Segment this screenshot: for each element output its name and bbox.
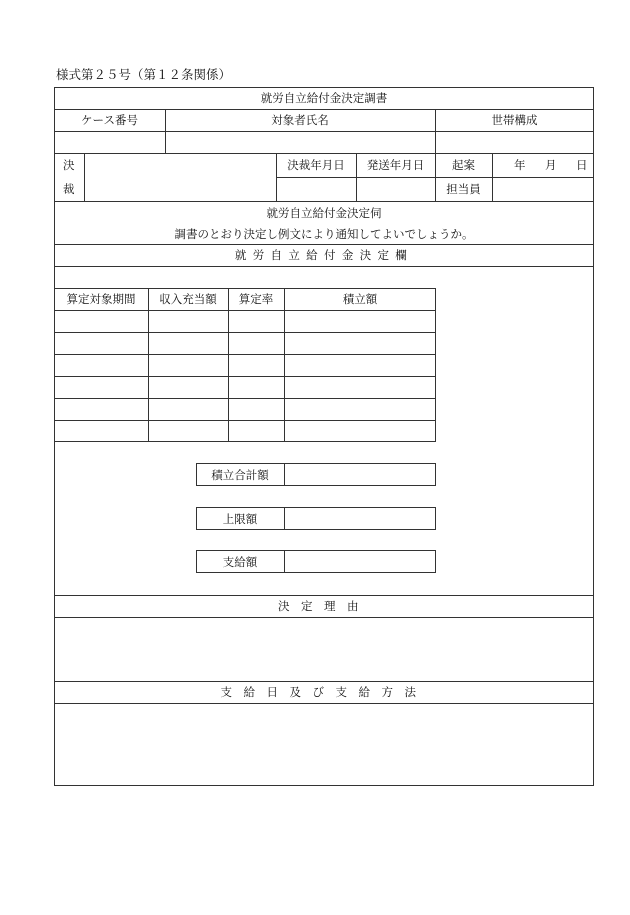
calc-table bbox=[54, 288, 436, 442]
case-no-label: ケース番号 bbox=[81, 113, 138, 127]
calc-table-row-line bbox=[54, 332, 436, 333]
dispatch-date-field[interactable] bbox=[357, 178, 434, 200]
hline bbox=[54, 266, 594, 267]
calc-table-col-line bbox=[284, 288, 285, 442]
calc-table-col-line bbox=[148, 288, 149, 442]
officer-label: 担当員 bbox=[446, 182, 481, 196]
decision-date-field[interactable] bbox=[277, 178, 355, 200]
calc-header-period: 算定対象期間 bbox=[66, 292, 136, 306]
kessai-stamp-area[interactable] bbox=[85, 154, 275, 200]
cap-field[interactable] bbox=[285, 508, 435, 529]
kessai-label-1: 決 bbox=[63, 158, 75, 172]
subject-name-label: 対象者氏名 bbox=[271, 113, 329, 127]
calc-table-row-line bbox=[54, 420, 436, 421]
calc-header-income: 収入充当額 bbox=[159, 292, 217, 306]
calc-table-row-line bbox=[54, 310, 436, 311]
kessai-label-2: 裁 bbox=[63, 182, 75, 196]
calc-table-row-line bbox=[54, 354, 436, 355]
hline bbox=[54, 201, 594, 202]
total-label: 積立合計額 bbox=[211, 467, 269, 482]
calc-table-row-line bbox=[54, 376, 436, 377]
form-title-text: 就労自立給付金決定調書 bbox=[260, 91, 388, 105]
decision-date-label: 決裁年月日 bbox=[287, 158, 345, 172]
calc-header-rate: 算定率 bbox=[238, 292, 274, 306]
calc-table-col-line bbox=[228, 288, 229, 442]
payment-method-field[interactable] bbox=[55, 704, 593, 785]
reason-field[interactable] bbox=[55, 618, 593, 680]
case-no-field[interactable] bbox=[55, 132, 164, 152]
form-title bbox=[54, 87, 594, 109]
officer-field[interactable] bbox=[493, 178, 593, 200]
payment-field[interactable] bbox=[285, 551, 435, 572]
date-year-label: 年 bbox=[514, 158, 526, 172]
subject-name-field[interactable] bbox=[166, 132, 434, 152]
date-day-label: 日 bbox=[576, 158, 588, 172]
reason-title: 決定理由 bbox=[278, 599, 370, 613]
payment-method-title: 支給日及び支給方法 bbox=[220, 685, 428, 699]
payment-label: 支給額 bbox=[222, 554, 258, 569]
inquiry-title: 就労自立給付金決定伺 bbox=[266, 206, 382, 220]
household-field[interactable] bbox=[436, 132, 593, 152]
cap-label: 上限額 bbox=[222, 511, 258, 526]
calc-header-saving: 積立額 bbox=[342, 292, 378, 306]
form-id: 様式第２５号（第１２条関係） bbox=[56, 67, 232, 82]
dispatch-date-label: 発送年月日 bbox=[366, 158, 425, 172]
total-field[interactable] bbox=[285, 464, 435, 485]
decision-section-title: 就労自立給付金決定欄 bbox=[234, 248, 414, 262]
draft-label: 起案 bbox=[452, 158, 475, 172]
household-label: 世帯構成 bbox=[491, 113, 538, 127]
inquiry-text: 調書のとおり決定し例文により通知してよいでしょうか。 bbox=[174, 227, 474, 241]
calc-table-row-line bbox=[54, 398, 436, 399]
date-month-label: 月 bbox=[545, 158, 557, 172]
